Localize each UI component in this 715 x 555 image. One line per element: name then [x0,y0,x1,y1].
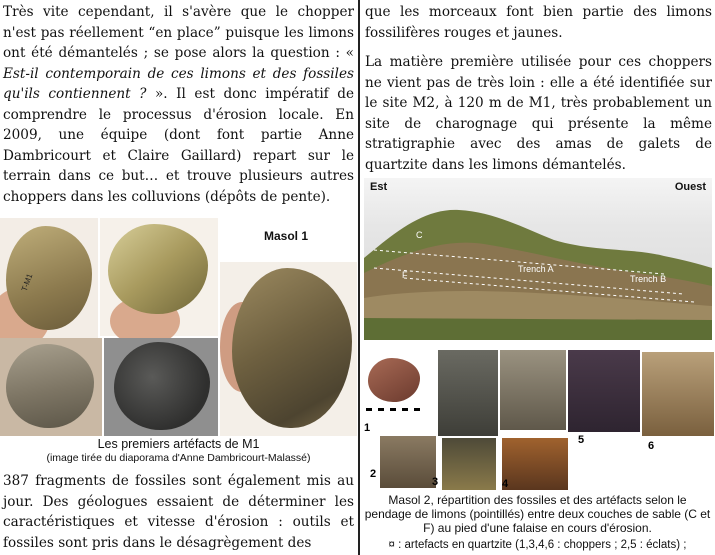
thumb-number-1: 1 [364,422,371,434]
left-paragraph-2: 387 fragments de fossiles sont également mis au jour. Des géologues essaient de déterminer les caractéristiques et vitesse d'érosion : outils et fossiles sont pris dans le désagrègement des [3,473,354,551]
masol1-caption [0,437,357,465]
masol1-caption-source: (image tirée du diaporama d'Anne Dambricourt-Malassé) [46,452,311,464]
thumb-4 [502,438,568,490]
thumb-1 [362,354,424,414]
masol1-caption-title: Les premiers artéfacts de M1 [97,437,260,451]
thumb-3 [438,350,498,436]
tool-inscription: T-M1 [19,272,35,293]
masol2-caption: Masol 2, répartition des fossiles et des artéfacts selon le pendage de limons (pointillés) entre deux couches de sable (C et F) au pied d'une falaise en cours d'érosion. [364,493,711,535]
thumb-2 [380,436,439,488]
masol2-landscape-photo [364,178,712,340]
left-paragraph-1: Très vite cependant, il s'avère que le chopper n'est pas réellement “en place” puisque les limons ont été démantelés ; se pose alors la question : « Est-il contemporain de ces limons et des fossiles qu'ils contiennent ? ». Il est donc impératif de comprendre le processus d'érosion locale. En 2009, une équipe (dont font partie Anne Dambricourt et Claire Gaillard) repart sur le terrain dans ce but… et trouve plusieurs autres choppers dans les colluvions (dépôts de pente). [3,4,354,205]
thumb-3c [442,438,496,490]
thumb-number-6: 6 [648,440,655,452]
column-divider [358,0,360,555]
artifact-photo-5 [104,338,218,436]
label-ouest: Ouest [674,181,706,193]
question-quote: Est-il contemporain de ces limons et des fossiles qu'ils contiennent ? [3,65,354,102]
artifact-photo-1 [0,218,98,338]
label-trench-b: Trench B [630,274,667,284]
masol2-figure [362,178,715,494]
artifact-photo-2 [100,218,218,336]
label-est: Est [370,181,388,193]
masol1-photo-collage [0,218,357,436]
right-paragraph-1: que les morceaux font bien partie des limons fossilifères rouges et jaunes. [365,4,712,41]
label-c: C [416,230,423,240]
masol2-legend: ¤ : artefacts en quartzite (1,3,4,6 : choppers ; 2,5 : éclats) ; [388,539,687,551]
thumb-number-5: 5 [578,434,585,446]
thumb-5 [568,350,640,432]
landscape-drawing [364,178,712,340]
thumb-number-4: 4 [502,478,509,490]
label-f: F [402,270,408,280]
thumb-6 [642,352,714,436]
thumb-number-2: 2 [370,468,377,480]
artifact-thumbnails [362,344,715,494]
masol1-label: Masol 1 [264,229,309,243]
thumb-3b [500,350,566,430]
right-paragraph-2: La matière première utilisée pour ces choppers ne vient pas de très loin : elle a été identifiée sur le site M2, à 120 m de M1, très probablement un site de charognage qui présente la même stratigraphie avec des amas de galets de quartzite dans les limons démantelés. [365,54,712,173]
thumb-number-3: 3 [432,476,439,488]
label-trench-a: Trench A [518,264,554,274]
artifact-photo-3 [220,262,357,436]
artifact-photo-4 [0,338,102,436]
